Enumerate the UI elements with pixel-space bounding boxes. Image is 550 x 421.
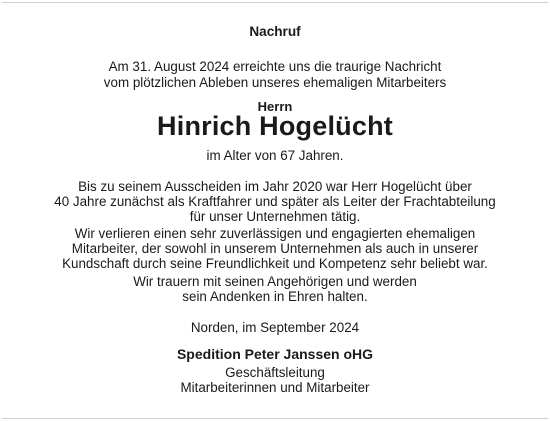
paragraph-3-line-1: Wir trauern mit seinen Angehörigen und werden — [133, 274, 417, 289]
paragraph-1-line-3: für unser Unternehmen tätig. — [189, 209, 361, 224]
salutation: Herrn — [257, 99, 293, 114]
place-date: Norden, im September 2024 — [190, 320, 360, 335]
paragraph-2-line-3: Kundschaft durch seine Freundlichkeit und Kompetenz sehr beliebt war. — [62, 256, 488, 271]
paragraph-1-line-1: Bis zu seinem Ausscheiden im Jahr 2020 war Herr Hogelücht über — [78, 179, 472, 194]
age-line: im Alter von 67 Jahren. — [206, 148, 344, 163]
paragraph-2-line-1: Wir verlieren einen sehr zuverlässigen und engagierten ehemaligen — [74, 226, 476, 241]
bottom-border — [2, 418, 548, 419]
signature-line-2: Mitarbeiterinnen und Mitarbeiter — [180, 380, 370, 395]
paragraph-3-line-2: sein Andenken in Ehren halten. — [182, 289, 368, 304]
top-border — [2, 2, 548, 3]
paragraph-1-line-2: 40 Jahre zunächst als Kraftfahrer und später als Leiter der Frachtabteilung — [54, 194, 496, 209]
paragraph-2-line-2: Mitarbeiter, der sowohl in unserem Unternehmen als auch in unserer — [71, 241, 479, 256]
company-name: Spedition Peter Janssen oHG — [176, 346, 374, 362]
deceased-name: Hinrich Hogelücht — [157, 111, 393, 141]
intro-line-2: vom plötzlichen Ableben unseres ehemaligen Mitarbeiters — [103, 75, 447, 90]
notice-heading: Nachruf — [249, 24, 301, 39]
signature-line-1: Geschäftsleitung — [225, 365, 325, 380]
intro-line-1: Am 31. August 2024 erreichte uns die traurige Nachricht — [108, 59, 442, 74]
